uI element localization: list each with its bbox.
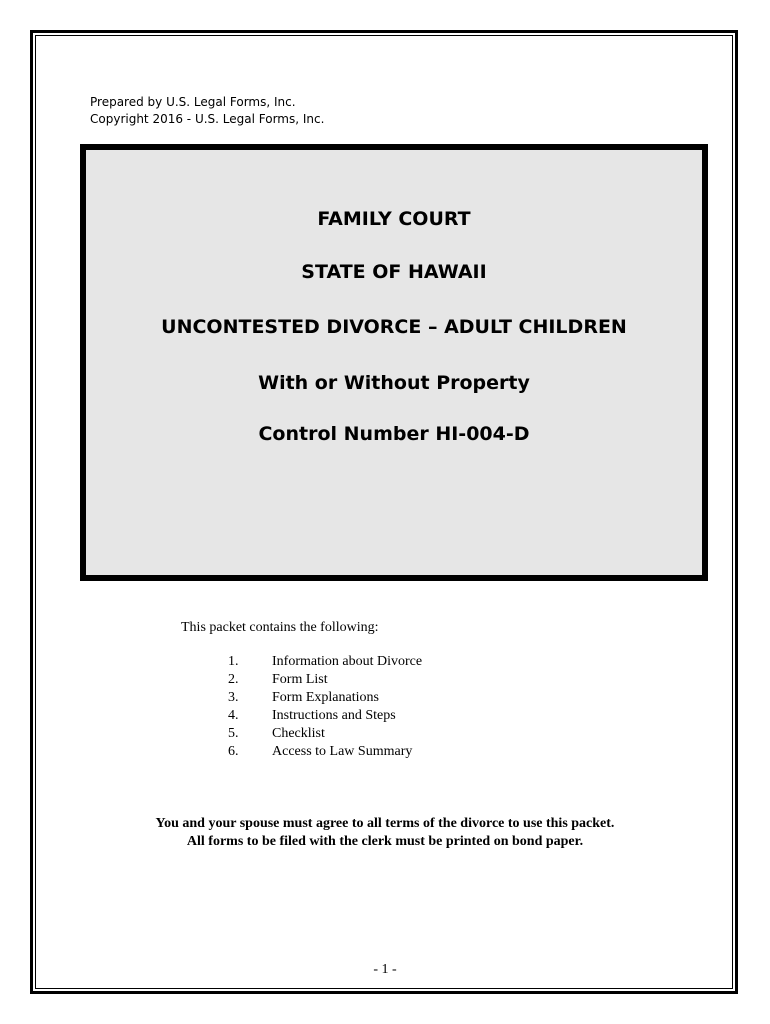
list-item: [228, 725, 422, 743]
list-item-label: Form List: [272, 672, 328, 687]
list-item-label: Information about Divorce: [272, 654, 423, 669]
contents-list: [228, 653, 422, 761]
agreement-notice: You and your spouse must agree to all terms of the divorce to use this packet.: [155, 816, 615, 831]
page-number: - 1 -: [373, 962, 397, 977]
list-item: [228, 689, 422, 707]
case-type-title: UNCONTESTED DIVORCE – ADULT CHILDREN: [161, 316, 627, 338]
list-item-label: Checklist: [272, 726, 325, 741]
court-title: FAMILY COURT: [317, 208, 471, 230]
copyright-line: Copyright 2016 - U.S. Legal Forms, Inc.: [90, 112, 325, 126]
prepared-by-line: Prepared by U.S. Legal Forms, Inc.: [90, 95, 296, 109]
property-subtitle: With or Without Property: [258, 372, 530, 394]
list-item-number: 3.: [228, 690, 239, 705]
list-item-label: Instructions and Steps: [272, 708, 396, 723]
bond-paper-notice: All forms to be filed with the clerk must be printed on bond paper.: [186, 834, 584, 849]
list-item: [228, 743, 422, 761]
preparer-credit: [90, 94, 324, 128]
packet-intro: This packet contains the following:: [181, 620, 379, 635]
list-item-number: 1.: [228, 654, 239, 669]
list-item-number: 2.: [228, 672, 239, 687]
control-number: Control Number HI-004-D: [258, 423, 530, 445]
list-item-label: Form Explanations: [272, 690, 379, 705]
list-item-number: 5.: [228, 726, 239, 741]
list-item: [228, 707, 422, 725]
list-item-number: 6.: [228, 744, 239, 759]
list-item: [228, 671, 422, 689]
list-item: [228, 653, 422, 671]
list-item-label: Access to Law Summary: [272, 744, 413, 759]
state-title: STATE OF HAWAII: [301, 261, 487, 283]
list-item-number: 4.: [228, 708, 239, 723]
